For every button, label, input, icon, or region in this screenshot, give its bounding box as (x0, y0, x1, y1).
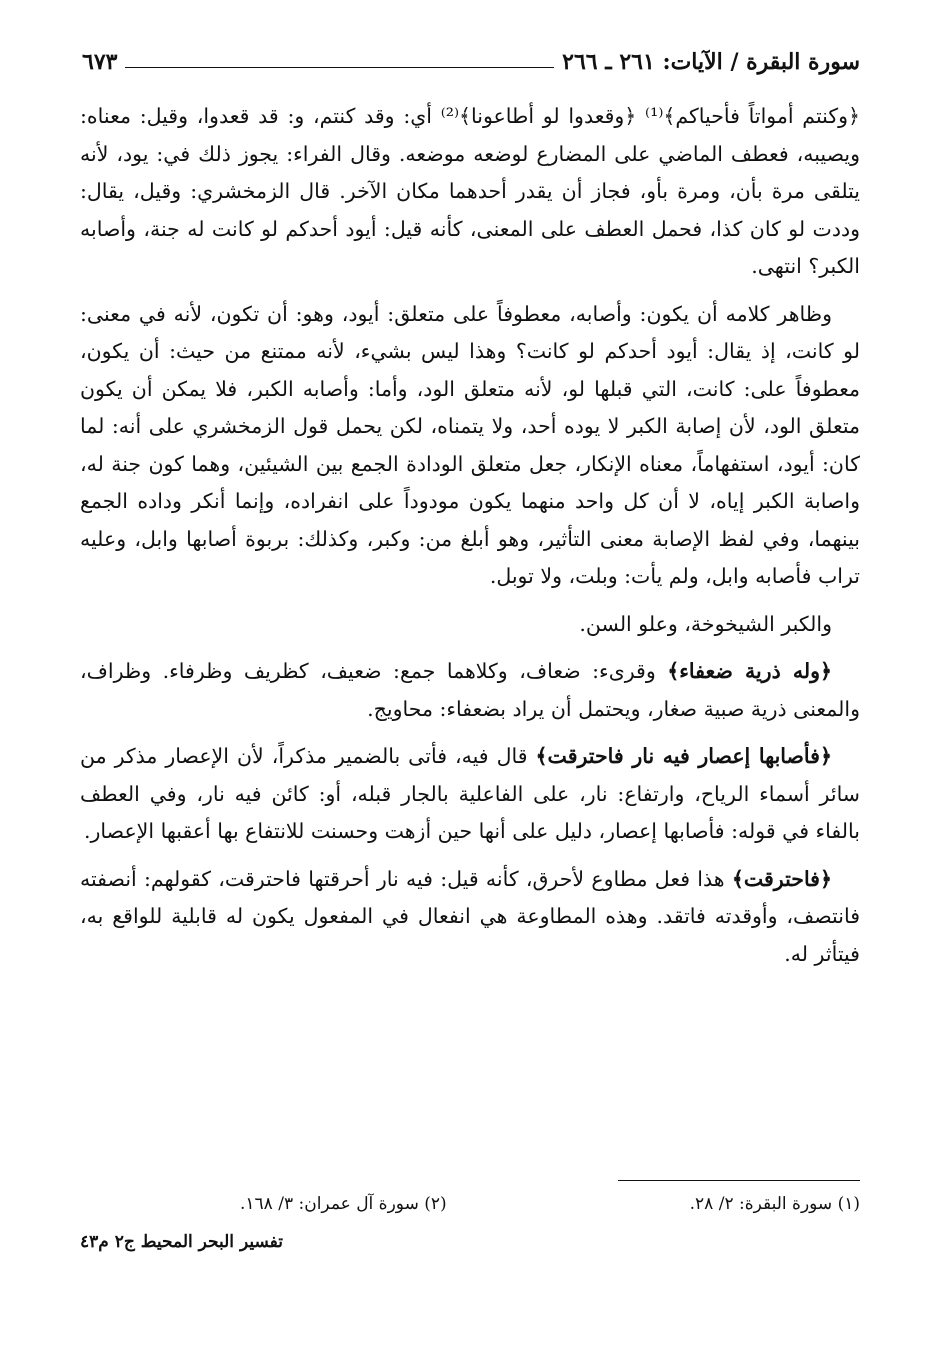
header-rule (125, 67, 554, 68)
printer-signature: تفسير البحر المحيط ج٢ م٤٣ (80, 1232, 283, 1252)
paragraph-text: هذا فعل مطاوع لأحرق، كأنه قيل: فيه نار أحرقتها فاحترقت، كقولهم: أنصفته فانتصف، وأوقدته فاتقد. وهذه المطاوعة هي انفعال في المفعول يكون له قابلية للواقع به، فيتأثر له. (80, 866, 860, 966)
paragraph (80, 606, 860, 644)
footnotes (240, 1194, 860, 1214)
footnote: (١) سورة البقرة: ٢/ ٢٨. (689, 1194, 860, 1214)
quran-quote: ﴿فأصابها إعصار فيه نار فاحترقت﴾ (535, 744, 832, 768)
footnote-separator (618, 1180, 860, 1181)
paragraph-text: ﴿وكنتم أمواتاً فأحياكم﴾⁽¹⁾ ﴿وقعدوا لو أطاعونا﴾⁽²⁾ أي: وقد كنتم، و: قد قعدوا، وقيل: معناه: ويصيبه، فعطف الماضي على المضارع لوضعه موضعه. وقال الفراء: يجوز ذلك في: يود، لأنه يتلقى مرة بأن، ومرة بأو، فجاز أن يقدر أحدهما مكان الآخر. قال الزمخشري: وقيل، يقال: وددت لو كان كذا، فحمل العطف على المعنى، كأنه قيل: أيود أحدكم لو كانت له جنة، وأصابه الكبر؟ انتهى. (80, 104, 860, 278)
quran-quote: ﴿وله ذرية ضعفاء﴾ (667, 659, 833, 683)
paragraph-text: والكبر الشيخوخة، وعلو السن. (579, 611, 832, 636)
header-title: سورة البقرة / الآيات: ٢٦١ ـ ٢٦٦ (562, 49, 860, 75)
paragraph-text: وقرىء: ضعاف، وكلاهما جمع: ضعيف، كظريف وظرفاء. وظراف، والمعنى ذرية صبية صغار، ويحتمل أن يراد بضعفاء: محاويج. (80, 659, 860, 721)
paragraph (80, 861, 860, 974)
paragraph-text: وظاهر كلامه أن يكون: وأصابه، معطوفاً على متعلق: أيود، وهو: أن تكون، لأنه في معنى: لو كانت، إذ يقال: أيود أحدكم لو كانت؟ وهذا ليس بشيء، لأنه ممتنع من حيث: أن يكون، معطوفاً على: كانت، التي قبلها لو، لأنه متعلق الود، وأما: وأصابه الكبر، فلا يمكن أن يكون متعلق الود، لأن إصابة الكبر لا يوده أحد، ولا يتمناه، لكن يحمل قول الزمخشري على أنه: لما كان: أيود، استفهاماً، معناه الإنكار، جعل متعلق الودادة الجمع بين الشيئين، وهما كون جنة له، واصابة الكبر إياه، لا أن كل واحد منهما يكون مودوداً على انفراده، وإنما أنكر وداده الجمع بينهما، وفي لفظ الإصابة معنى التأثير، وهو أبلغ من: وكبر، وكذلك: بربوة أصابها وابل، وعليه تراب فأصابه وابل، ولم يأت: وبلت، ولا توبل. (80, 301, 860, 588)
paragraph-text: قال فيه، فأتى بالضمير مذكراً، لأن الإعصار مذكر من سائر أسماء الرياح، وارتفاع: نار، على الفاعلية بالجار قبله، أو: كائن فيه نار، وفي العطف بالفاء في قوله: فأصابها إعصار، دليل على أنها حين أزهت وحسنت للانتفاع بها أعقبها الإعصار. (80, 744, 860, 843)
paragraph (80, 738, 860, 851)
footnote: (٢) سورة آل عمران: ٣/ ١٦٨. (240, 1194, 447, 1214)
quran-quote: ﴿فاحترقت﴾ (731, 866, 832, 891)
body-text (80, 98, 860, 983)
paragraph (80, 653, 860, 728)
page-number: ٦٧٣ (82, 49, 118, 75)
running-header (82, 42, 860, 82)
paragraph (80, 296, 860, 596)
paragraph (80, 98, 860, 286)
